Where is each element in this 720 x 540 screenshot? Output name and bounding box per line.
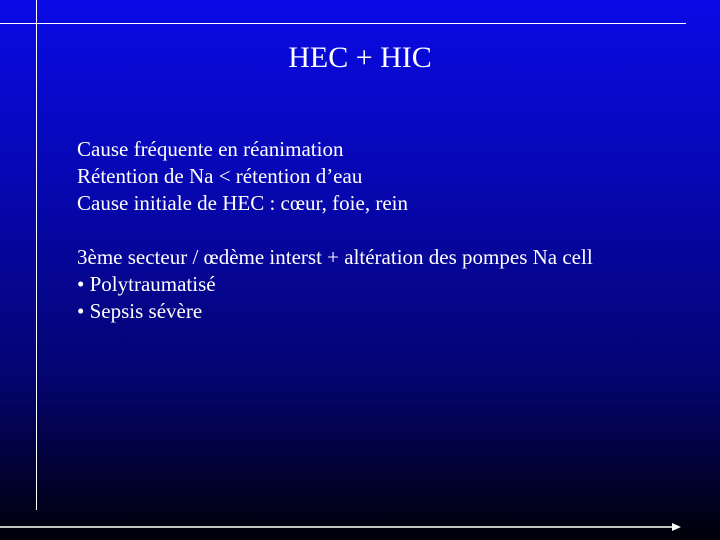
slide-title bbox=[0, 40, 720, 76]
bullet-item: • Polytraumatisé bbox=[77, 272, 216, 296]
body-line: Rétention de Na < rétention d’eau bbox=[77, 164, 363, 188]
slide-title-text: HEC + HIC bbox=[288, 41, 432, 74]
top-rule bbox=[0, 23, 686, 24]
bottom-arrow-rule bbox=[0, 520, 720, 534]
body-line: Cause initiale de HEC : cœur, foie, rein bbox=[77, 191, 408, 215]
left-rule bbox=[36, 0, 37, 510]
body-line: 3ème secteur / œdème interst + altération des pompes Na cell bbox=[77, 245, 593, 269]
slide-body bbox=[77, 136, 697, 325]
bullet-item: • Sepsis sévère bbox=[77, 299, 203, 323]
body-line: Cause fréquente en réanimation bbox=[77, 137, 344, 161]
paragraph-gap bbox=[77, 217, 697, 244]
